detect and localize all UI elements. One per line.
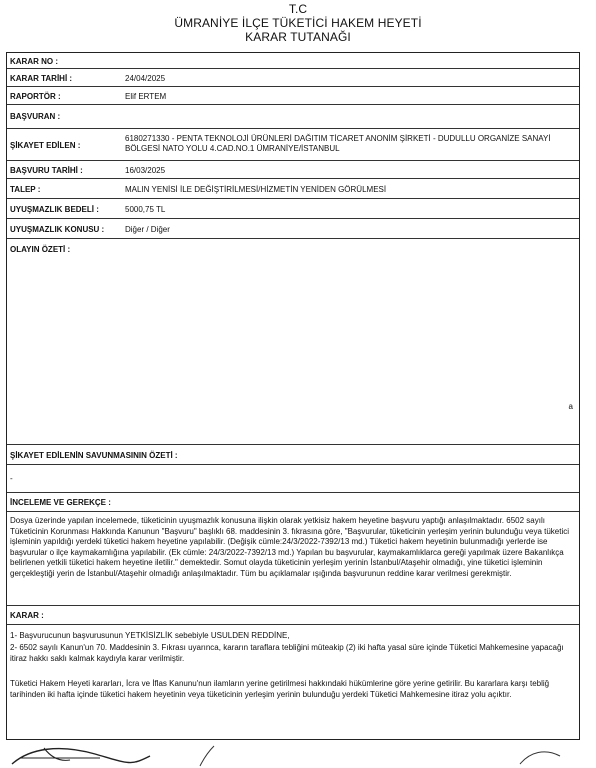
uyusmazlik-bedeli-value: 5000,75 TL [125, 205, 166, 214]
signature-stroke-left [12, 749, 150, 764]
uyusmazlik-konusu-value: Diğer / Diğer [125, 225, 170, 234]
signature-stroke-right [520, 752, 560, 764]
uyusmazlik-konusu-label: UYUŞMAZLIK KONUSU : [10, 225, 105, 234]
karar-label: KARAR : [10, 611, 44, 620]
basvuran-label: BAŞVURAN : [10, 112, 61, 121]
karar-item-2: 2- 6502 sayılı Kanun'un 70. Maddesinin 3. Fıkrası uyarınca, kararın taraflara tebliğini müteakip (2) iki hafta yasal süre içinde Tüketici Mahkemesine yapacağı itiraz hakkı saklı kalmak kaydıyla karar verilmiştir. [10, 643, 564, 663]
row-raportor [7, 87, 579, 105]
header-line-committee: ÜMRANİYE İLÇE TÜKETİCİ HAKEM HEYETİ [174, 16, 422, 30]
karar-tarihi-value: 24/04/2025 [125, 74, 166, 83]
karar-no-label: KARAR NO : [10, 57, 58, 66]
sikayet-edilen-value: 6180271330 - PENTA TEKNOLOJİ ÜRÜNLERİ DAĞITIM TİCARET ANONİM ŞİRKETİ - DUDULLU ORGANİZE SANAYİ BÖLGESİ NATO YOLU 4.CAD.NO.1 ÜMRANİYE/İSTANBUL [125, 134, 551, 153]
basvuru-tarihi-label: BAŞVURU TARİHİ : [10, 166, 83, 175]
decision-form [6, 52, 580, 740]
row-karar-text [7, 625, 579, 739]
signature-stroke-middle [200, 746, 214, 766]
savunma-label: ŞİKAYET EDİLENİN SAVUNMASININ ÖZETİ : [10, 451, 178, 460]
basvuru-tarihi-value: 16/03/2025 [125, 166, 166, 175]
olayin-ozeti-mark: a [568, 402, 573, 411]
inceleme-label: İNCELEME VE GEREKÇE : [10, 498, 111, 507]
uyusmazlik-bedeli-label: UYUŞMAZLIK BEDELİ : [10, 205, 99, 214]
karar-item-1: 1- Başvurucunun başvurusunun YETKİSİZLİK sebebiyle USULDEN REDDİNE, [10, 631, 290, 640]
row-basvuru-tarihi [7, 161, 579, 179]
row-inceleme-text [7, 512, 579, 606]
talep-value: MALIN YENİSİ İLE DEĞİŞTİRİLMESİ/HİZMETİN YENİDEN GÖRÜLMESİ [125, 185, 387, 194]
row-uyusmazlik-konusu [7, 219, 579, 239]
row-olayin-ozeti [7, 239, 579, 445]
talep-label: TALEP : [10, 185, 41, 194]
row-karar-no [7, 53, 579, 69]
row-karar-heading [7, 606, 579, 625]
row-uyusmazlik-bedeli [7, 199, 579, 219]
row-savunma-value [7, 465, 579, 493]
row-inceleme-heading [7, 493, 579, 512]
raportor-label: RAPORTÖR : [10, 92, 61, 101]
savunma-value: - [10, 474, 13, 483]
sikayet-edilen-label: ŞİKAYET EDİLEN : [10, 141, 81, 150]
karar-note: Tüketici Hakem Heyeti kararları, İcra ve İflas Kanunu'nun ilamların yerine getirilmesi hakkındaki hükümlerine göre yerine getirilir. Bu kararlara karşı tebliğ tarihinden iki hafta içinde tüketici hakem heyetinin veya tüketicinin yerleşim yerinin bulunduğu yerdeki Tüketici Mahkemesine itiraz yolu açıktır. [10, 679, 550, 699]
karar-tarihi-label: KARAR TARİHİ : [10, 74, 73, 83]
raportor-value: Elif ERTEM [125, 92, 167, 101]
row-karar-tarihi [7, 69, 579, 87]
inceleme-text: Dosya üzerinde yapılan incelemede, tüketicinin uyuşmazlık konusuna ilişkin olarak yetkisiz hakem heyetine başvuru yaptığı anlaşılmaktadır. 6502 sayılı Tüketicinin Korunması Hakkında Kanunun "Başvuru" başlıklı 68. maddesinin 3. fıkrasına göre, "Başvurular, tüketicinin yerleşim yerinin bulunduğu veya tüketici işleminin yapıldığı yerdeki tüketici hakem heyetine yapılabilir. (Değişik cümle:24/3/2022-7392/13 md.) Tüketici hakem heyetinin bulunmadığı yerlerde ise başvurular o ilçe kaymakamlığına yapılabilir. (Ek cümle: 24/3/2022-7392/13 md.) Yapılan bu başvurular, kaymakamlıklarca gereği yapılmak üzere Bakanlıkça belirlenen yetkili tüketici hakem heyetine iletilir." demektedir. Somut olayda tüketicinin yerleşim yerinin İstanbul/Ataşehir olmadığı, yine tüketici işleminin gerçekleştiği yerin de İstanbul/Ataşehir olmadığı anlaşılmaktadır. Tüm bu açıklamalar ışığında başvurunun reddine karar verilmesi gerekmiştir. [10, 516, 570, 578]
row-savunma-heading [7, 445, 579, 465]
document-header [0, 2, 596, 44]
header-line-title: KARAR TUTANAĞI [245, 30, 351, 44]
row-basvuran [7, 105, 579, 129]
olayin-ozeti-label: OLAYIN ÖZETİ : [10, 245, 71, 254]
signature-strokes [0, 744, 596, 768]
row-talep [7, 179, 579, 199]
header-line-tc: T.C [288, 2, 308, 16]
row-sikayet-edilen [7, 129, 579, 161]
